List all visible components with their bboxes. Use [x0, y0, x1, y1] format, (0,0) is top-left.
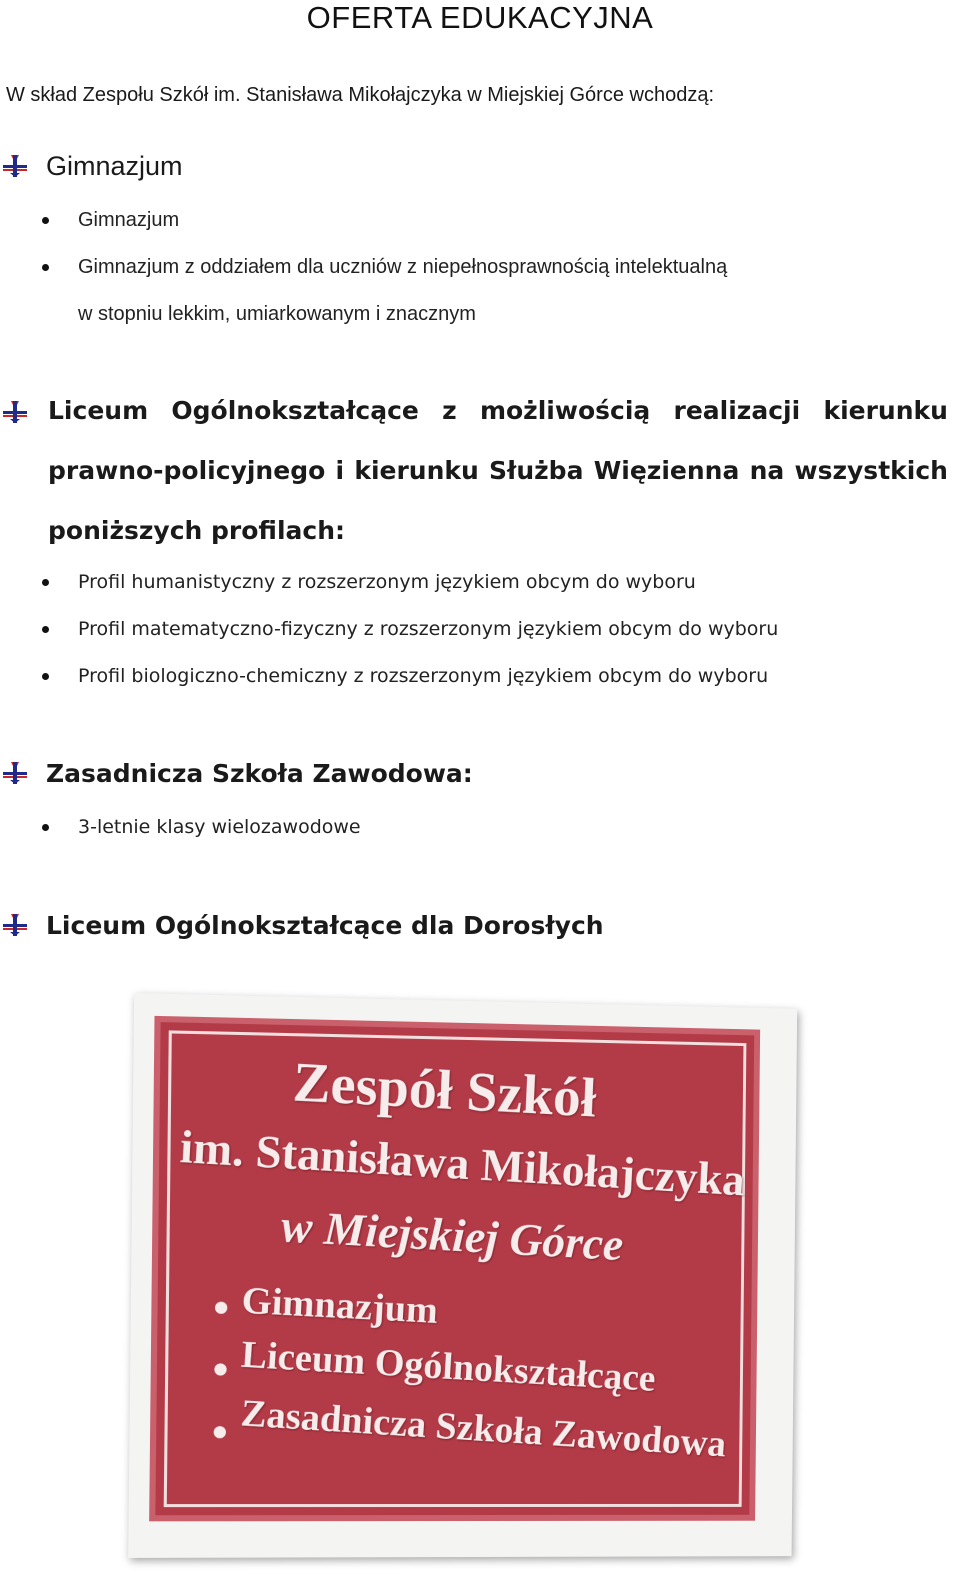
list-item: Profil biologiczno-chemiczny z rozszerzonym językiem obcym do wyboru [0, 653, 778, 700]
sign-bullet [214, 1426, 226, 1438]
school-sign-photo [128, 995, 818, 1570]
bullet-dot [42, 626, 49, 633]
heading-word: poniższych profilach: [48, 516, 346, 545]
heading-word: kierunku [354, 456, 479, 485]
section-dorosli-heading [0, 905, 604, 945]
heading-text: Liceum Ogólnokształcące dla Dorosłych [46, 910, 604, 940]
section-zawodowa-heading [0, 753, 473, 793]
sign-line-1: Zespół Szkół [291, 1051, 598, 1130]
list-item: Profil humanistyczny z rozszerzonym językiem obcym do wyboru [0, 559, 778, 606]
bullet-dot [42, 217, 49, 224]
intro-text: W skład Zespołu Szkół im. Stanisława Mikołajczyka w Miejskiej Górce wchodzą: [6, 84, 715, 106]
heading-text: Gimnazjum [46, 150, 183, 181]
sign-board [149, 1016, 760, 1521]
liceum-list [0, 559, 778, 700]
page-title: OFERTA EDUKACYJNA [306, 0, 654, 35]
list-item: Profil matematyczno-fizyczny z rozszerzonym językiem obcym do wyboru [0, 606, 778, 653]
zawodowa-list [0, 804, 361, 851]
sign-line-3: w Miejskiej Górce [279, 1199, 625, 1271]
heading-word: na [749, 456, 785, 485]
arrow-bullet-icon [2, 762, 28, 784]
list-item: Gimnazjum [0, 197, 727, 244]
sign-bullet-3: Zasadnicza Szkoła Zawodowa [239, 1392, 728, 1466]
sign-bullet [214, 1363, 226, 1375]
heading-line-3 [48, 501, 948, 561]
gimnazjum-list [0, 197, 727, 291]
sign-line-2: im. Stanisława Mikołajczyka [178, 1120, 747, 1206]
section-gimnazjum-heading [0, 146, 183, 186]
heading-word: Ogólnokształcące [171, 396, 419, 425]
list-item: 3-letnie klasy wielozawodowe [0, 804, 361, 851]
heading-word: z [442, 396, 457, 425]
heading-text: Zasadnicza Szkoła Zawodowa: [46, 758, 473, 788]
bullet-dot [42, 579, 49, 586]
heading-line-2 [48, 441, 948, 501]
bullet-dot [42, 264, 49, 271]
bullet-dot [42, 673, 49, 680]
heading-word: Liceum [48, 396, 149, 425]
heading-word: wszystkich [794, 456, 948, 485]
heading-word: Więzienna [593, 456, 740, 485]
arrow-bullet-icon [2, 401, 28, 423]
heading-word: kierunku [823, 396, 948, 425]
arrow-bullet-icon [2, 914, 28, 936]
sign-bullet [215, 1302, 227, 1314]
list-item-continuation: w stopniu lekkim, umiarkowanym i znacznym [78, 303, 476, 325]
bullet-dot [42, 824, 49, 831]
heading-word: i [335, 456, 345, 485]
section-liceum-marker [0, 392, 46, 432]
sign-bullet-1: Gimnazjum [240, 1279, 439, 1332]
heading-word: Służba [489, 456, 584, 485]
sign-frame [128, 993, 797, 1558]
arrow-bullet-icon [2, 155, 28, 177]
heading-word: prawno-policyjnego [48, 456, 326, 485]
list-item: Gimnazjum z oddziałem dla uczniów z niepełnosprawnością intelektualną [0, 244, 727, 291]
heading-line-1 [48, 381, 948, 441]
section-liceum-heading [48, 381, 948, 561]
heading-word: realizacji [673, 396, 801, 425]
sign-bullet-2: Liceum Ogólnokształcące [240, 1333, 657, 1400]
heading-word: możliwością [479, 396, 651, 425]
